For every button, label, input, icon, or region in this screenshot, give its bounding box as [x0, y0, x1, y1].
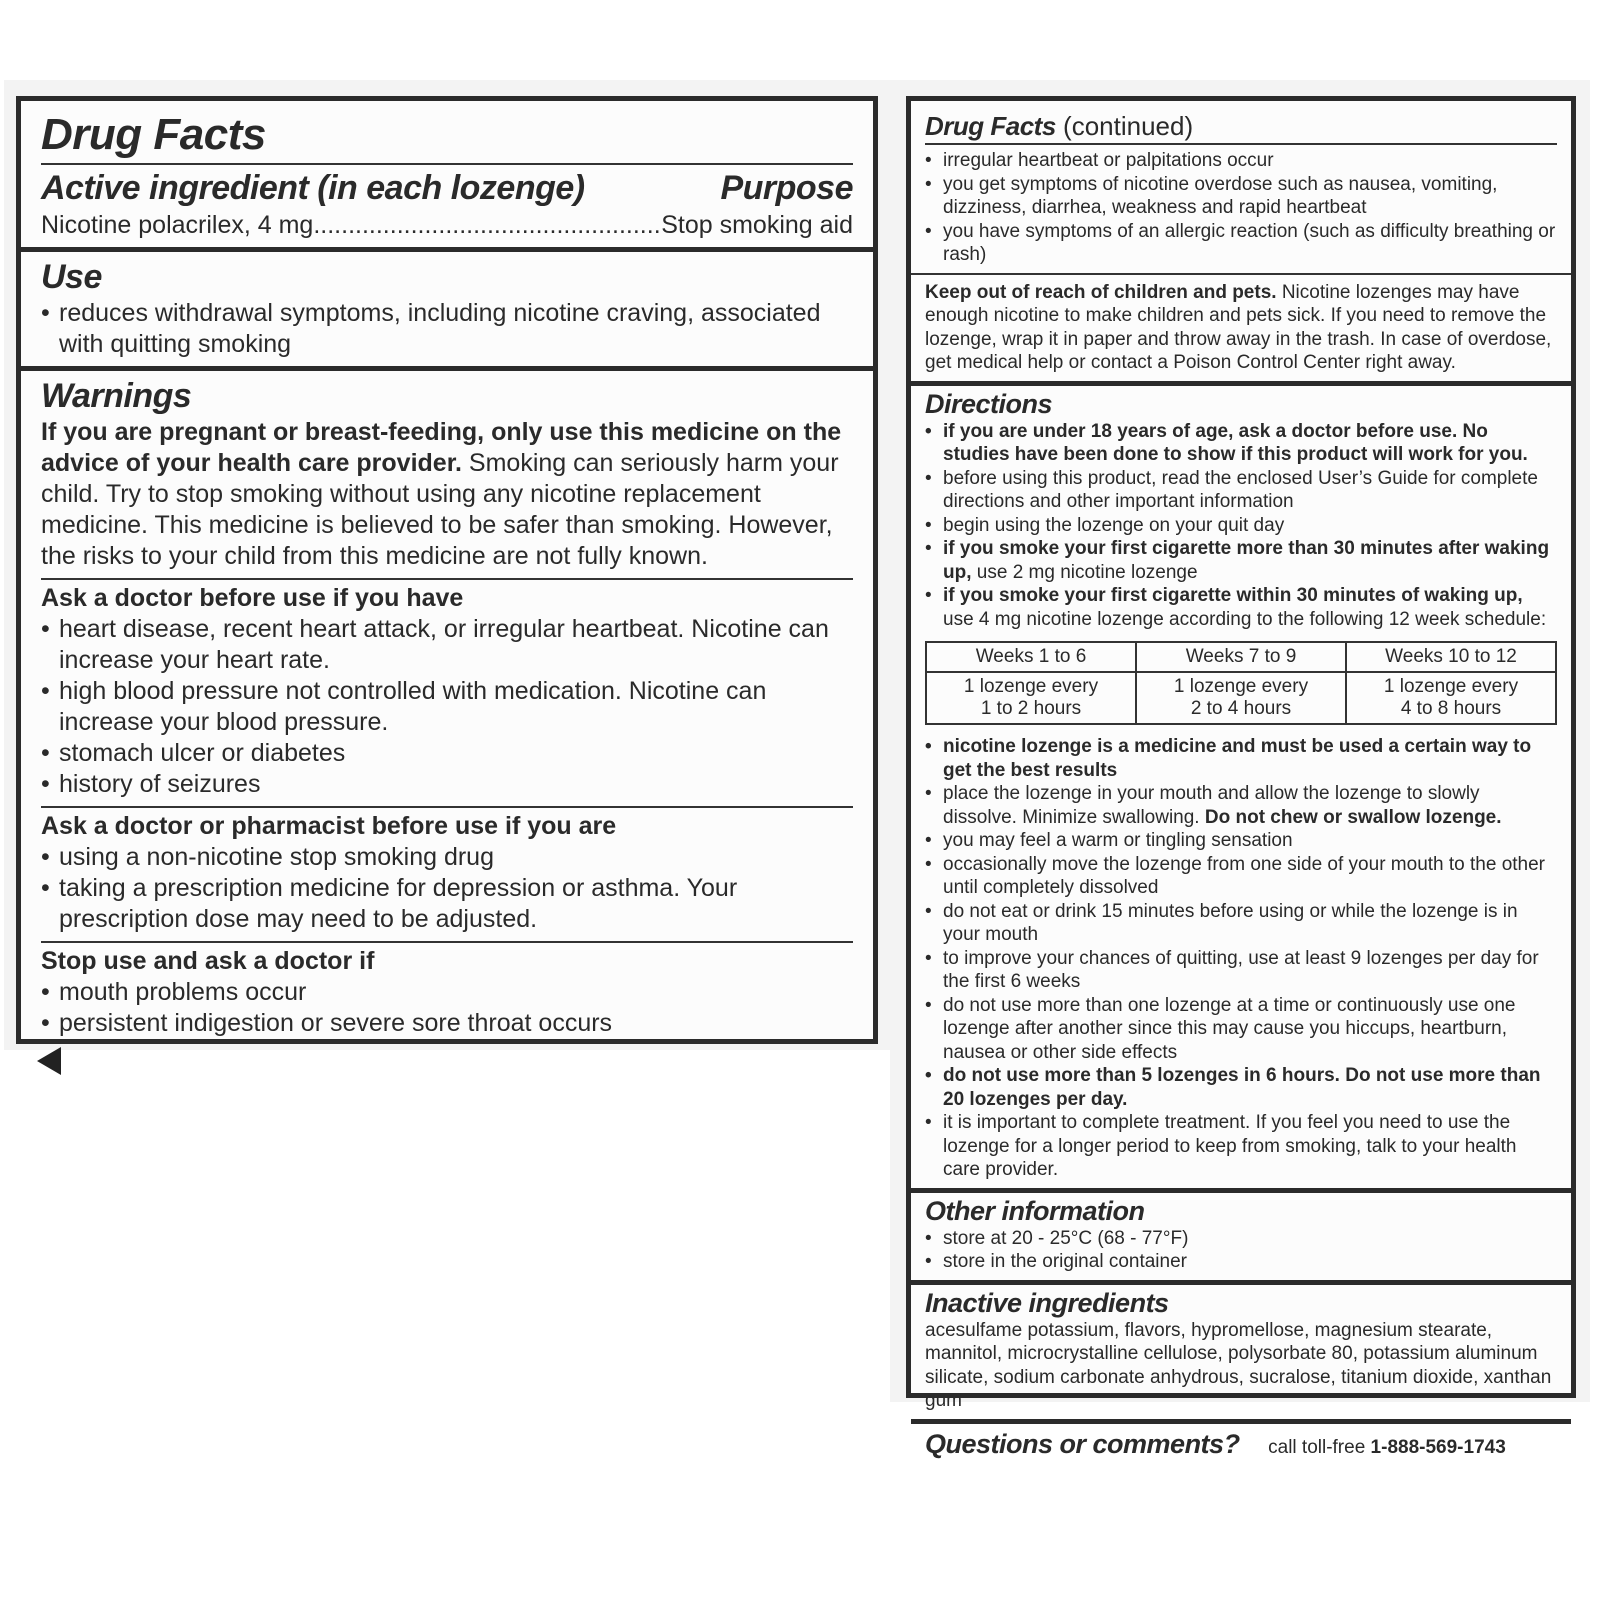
pregnancy-warning-text: Smoking can seriously harm your child. Try to stop smoking without using any nicotine replacement medicine. This medicine is believed to be safer than smoking. However, the risks to your child from this medicine are not fully known.	[41, 449, 839, 570]
drug-facts-continued-panel	[906, 96, 1576, 1459]
schedule-cell-line1: 1 lozenge every	[1173, 676, 1309, 697]
directions-section	[911, 381, 1571, 1188]
use-heading: Use	[41, 258, 102, 296]
purpose-value: Stop smoking aid	[661, 211, 853, 239]
list-item: • using a non-nicotine stop smoking drug	[41, 842, 853, 873]
list-item: • it is important to complete treatment. If you feel you need to use the lozenge for a longer period to keep from smoking, talk to your health care provider.	[925, 1111, 1557, 1182]
keep-out-text: Nicotine lozenges may have enough nicotine to make children and pets sick. If you need to remove the lozenge, wrap it in paper and throw away in the trash. In case of overdose, get medical help or contact a Poison Control Center right away.	[925, 281, 1552, 373]
ask-doctor-section	[41, 578, 853, 800]
active-ingredient-value: Nicotine polacrilex, 4 mg	[41, 211, 314, 239]
list-item	[925, 584, 1557, 631]
dir-7-text: place the lozenge in your mouth and allow the lozenge to slowly dissolve. Minimize swallowing.	[943, 783, 1480, 828]
schedule-cell	[1136, 672, 1346, 724]
drug-facts-panel	[16, 96, 878, 1044]
schedule-cell-line1: 1 lozenge every	[963, 676, 1099, 697]
dir-7-bold: Do not chew or swallow lozenge.	[1204, 806, 1502, 828]
use-list	[41, 298, 853, 360]
directions-list-2	[925, 735, 1557, 1182]
schedule-cell-line1: 1 lozenge every	[1383, 676, 1519, 697]
use-section	[21, 247, 873, 366]
active-ingredient-header	[41, 163, 853, 209]
table-row	[926, 672, 1556, 724]
list-item: • store in the original container	[925, 1250, 1557, 1274]
stop-use-list-continued	[925, 145, 1557, 273]
table-row	[926, 642, 1556, 672]
stop-use-list	[41, 977, 853, 1039]
schedule-cell-line2: 2 to 4 hours	[1190, 698, 1292, 719]
other-information-section	[911, 1188, 1571, 1280]
continued-title-suffix: (continued)	[1055, 111, 1194, 141]
dir-5-text: use 4 mg nicotine lozenge according to the following 12 week schedule:	[943, 608, 1547, 630]
warnings-heading: Warnings	[41, 377, 192, 415]
continued-title-main: Drug Facts	[925, 111, 1056, 141]
list-item: • occasionally move the lozenge from one side of your mouth to the other until completely dissolved	[925, 853, 1557, 900]
dir-5-bold: if you smoke your first cigarette within 30 minutes of waking up,	[943, 585, 1523, 606]
warnings-section	[21, 366, 873, 1075]
list-item: • if you are under 18 years of age, ask a doctor before use. No studies have been done to show if this product will work for you.	[925, 420, 1557, 467]
pregnancy-warning-bold: If you are pregnant or breast-feeding, only use this medicine on the advice of your health care provider.	[41, 418, 842, 477]
list-item: • stomach ulcer or diabetes	[41, 738, 853, 769]
inactive-ingredients-heading: Inactive ingredients	[925, 1287, 1169, 1318]
drug-facts-title: Drug Facts	[41, 110, 266, 159]
schedule-cell-line2: 1 to 2 hours	[980, 698, 1082, 719]
keep-out-bold: Keep out of reach of children and pets.	[925, 281, 1277, 303]
inactive-ingredients-section	[911, 1280, 1571, 1419]
toll-free-phone: 1-888-569-1743	[1370, 1436, 1506, 1458]
list-item: • irregular heartbeat or palpitations occur	[925, 149, 1557, 173]
keep-out-section	[911, 273, 1571, 381]
other-information-list	[925, 1227, 1557, 1274]
ask-doctor-list	[41, 614, 853, 800]
other-information-heading: Other information	[925, 1195, 1145, 1226]
list-item: • heart disease, recent heart attack, or irregular heartbeat. Nicotine can increase your heart rate.	[41, 614, 853, 676]
schedule-cell	[1346, 672, 1556, 724]
questions-text: call toll-free	[1268, 1436, 1371, 1458]
pregnancy-warning	[41, 417, 853, 572]
leader-dots	[313, 209, 661, 241]
list-item: • taking a prescription medicine for depression or asthma. Your prescription dose may need to be adjusted.	[41, 873, 853, 935]
list-item: • before using this product, read the enclosed User’s Guide for complete directions and other important information	[925, 467, 1557, 514]
dir-4-text: use 2 mg nicotine lozenge	[971, 561, 1198, 583]
questions-heading: Questions or comments?	[925, 1428, 1240, 1459]
ask-pharmacist-list	[41, 842, 853, 935]
list-item: • high blood pressure not controlled with medication. Nicotine can increase your blood pressure.	[41, 676, 853, 738]
directions-list	[925, 420, 1557, 632]
list-item: • nicotine lozenge is a medicine and must be used a certain way to get the best results	[925, 735, 1557, 782]
list-item: • mouth problems occur	[41, 977, 853, 1008]
schedule-cell-line2: 4 to 8 hours	[1400, 698, 1502, 719]
list-item: • reduces withdrawal symptoms, including nicotine craving, associated with quitting smoking	[41, 298, 853, 360]
schedule-header: Weeks 7 to 9	[1136, 642, 1346, 672]
list-item: • you have symptoms of an allergic reaction (such as difficulty breathing or rash)	[925, 220, 1557, 267]
list-item: • do not eat or drink 15 minutes before using or while the lozenge is in your mouth	[925, 900, 1557, 947]
ask-doctor-heading: Ask a doctor before use if you have	[41, 584, 464, 612]
schedule-header: Weeks 10 to 12	[1346, 642, 1556, 672]
ask-pharmacist-heading: Ask a doctor or pharmacist before use if you are	[41, 812, 617, 840]
schedule-cell	[926, 672, 1136, 724]
active-ingredient-row	[41, 209, 853, 247]
purpose-heading: Purpose	[720, 169, 853, 207]
schedule-header: Weeks 1 to 6	[926, 642, 1136, 672]
list-item: • store at 20 - 25°C (68 - 77°F)	[925, 1227, 1557, 1251]
list-item	[925, 537, 1557, 584]
list-item: • persistent indigestion or severe sore throat occurs	[41, 1008, 853, 1039]
questions-section	[911, 1419, 1571, 1460]
list-item: • to improve your chances of quitting, use at least 9 lozenges per day for the first 6 weeks	[925, 947, 1557, 994]
dosing-schedule-table	[925, 641, 1557, 725]
stop-use-heading: Stop use and ask a doctor if	[41, 947, 375, 975]
ask-pharmacist-section	[41, 806, 853, 935]
list-item: • begin using the lozenge on your quit day	[925, 514, 1557, 538]
list-item: • you may feel a warm or tingling sensation	[925, 829, 1557, 853]
inactive-ingredients-text: acesulfame potassium, flavors, hypromellose, magnesium stearate, mannitol, microcrystalline cellulose, polysorbate 80, potassium aluminum silicate, sodium carbonate anhydrous, sucralose, titanium dioxide, xanthan gum	[925, 1319, 1552, 1411]
active-ingredient-heading: Active ingredient (in each lozenge)	[41, 169, 585, 207]
list-item: • you get symptoms of nicotine overdose such as nausea, vomiting, dizziness, diarrhea, weakness and rapid heartbeat	[925, 173, 1557, 220]
list-item: • do not use more than 5 lozenges in 6 hours. Do not use more than 20 lozenges per day.	[925, 1064, 1557, 1111]
continue-arrow-icon	[37, 1047, 61, 1075]
continued-title	[925, 101, 1557, 145]
list-item: • history of seizures	[41, 769, 853, 800]
dir-4-bold: if you smoke your first cigarette more than 30 minutes after waking up,	[943, 538, 1550, 583]
list-item: • do not use more than one lozenge at a time or continuously use one lozenge after another since this may cause you hiccups, heartburn, nausea or other side effects	[925, 994, 1557, 1065]
directions-heading: Directions	[925, 388, 1053, 419]
list-item	[925, 782, 1557, 829]
stop-use-section	[41, 941, 853, 1039]
